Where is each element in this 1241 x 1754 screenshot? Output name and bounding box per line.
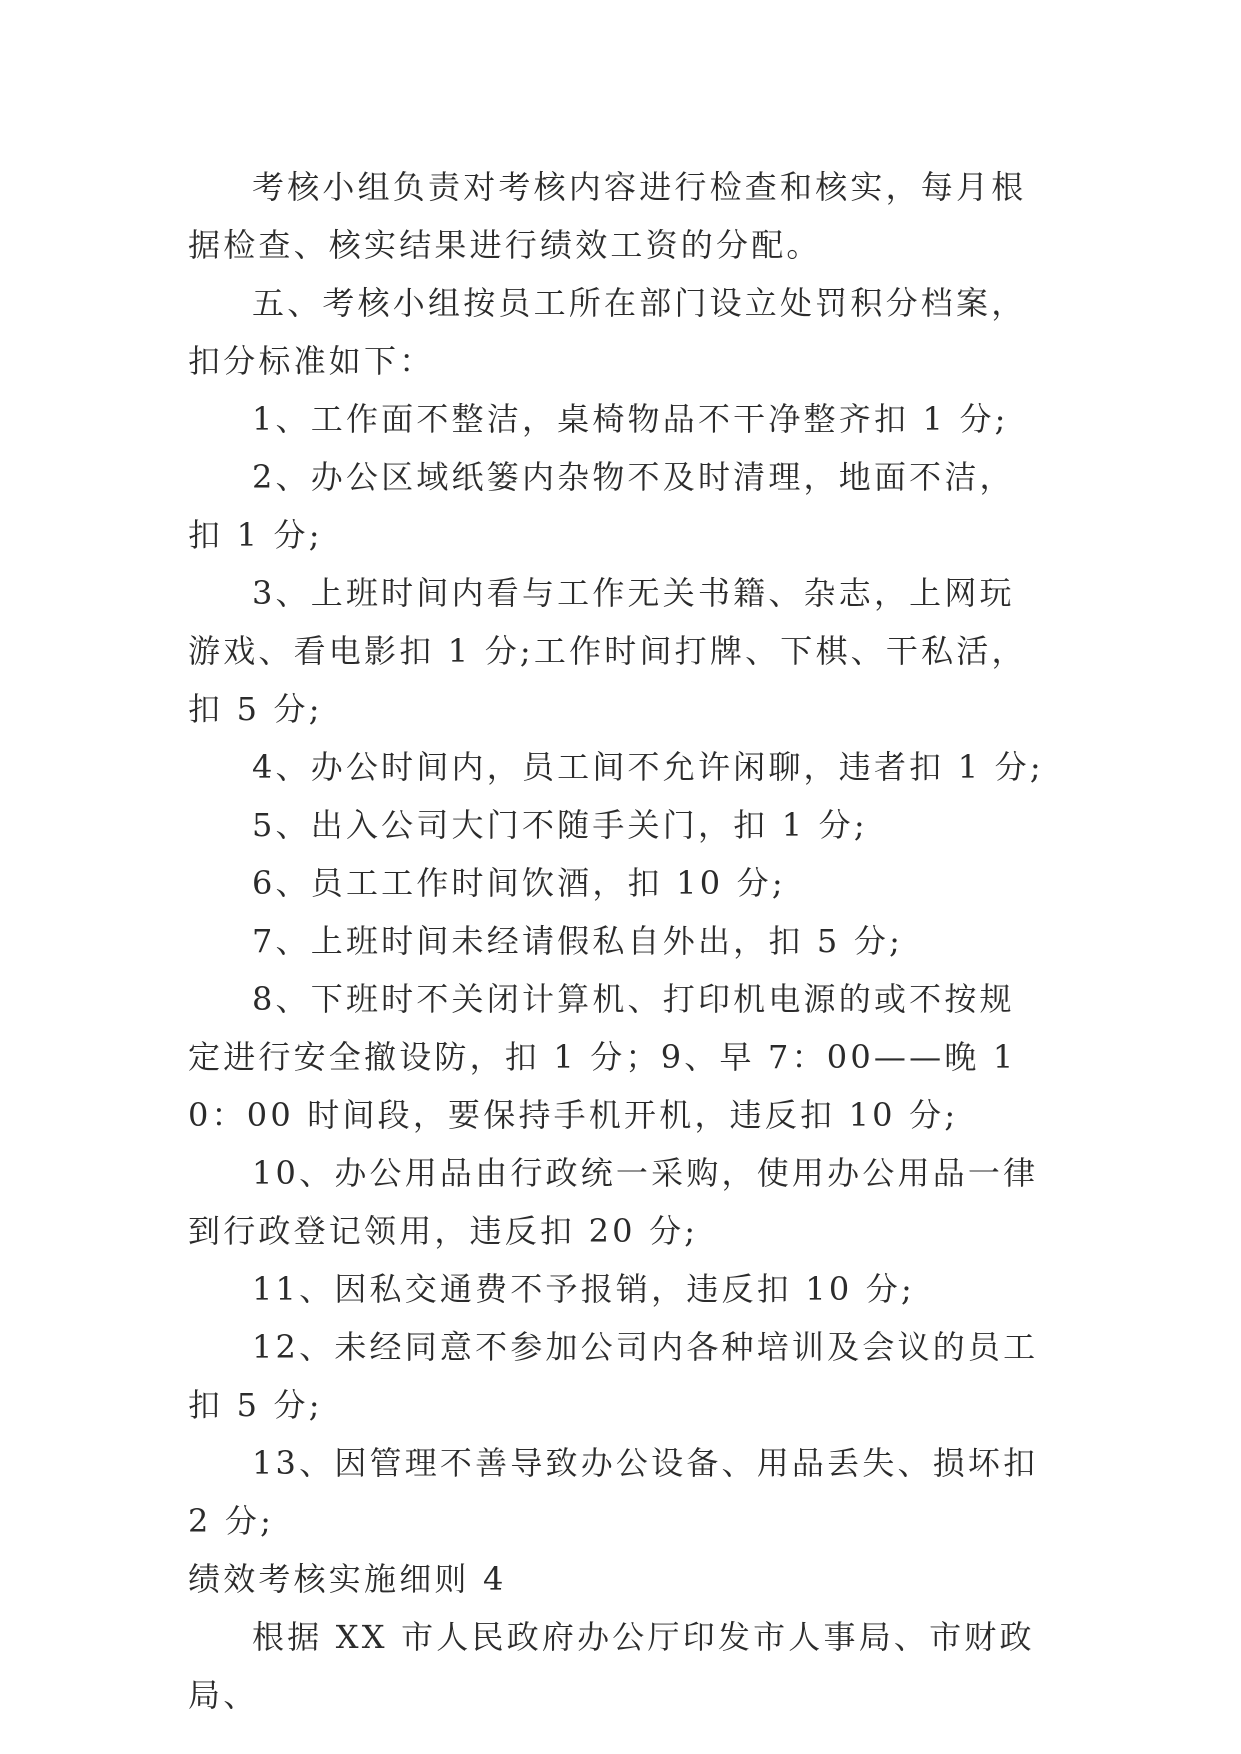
document-body bbox=[188, 158, 1048, 1724]
paragraph-section-five: 五、考核小组按员工所在部门设立处罚积分档案，扣分标准如下： bbox=[188, 284, 1027, 380]
paragraph-item-6: 6、员工工作时间饮酒，扣 10 分; bbox=[252, 864, 786, 902]
paragraph-item-3: 3、上班时间内看与工作无关书籍、杂志，上网玩游戏、看电影扣 1 分;工作时间打牌、下棋、干私活，扣 5 分; bbox=[188, 574, 1027, 728]
paragraph-next-section: 根据 XX 市人民政府办公厅印发市人事局、市财政局、 bbox=[188, 1618, 1035, 1714]
paragraph-item-1: 1、工作面不整洁，桌椅物品不干净整齐扣 1 分; bbox=[252, 400, 1009, 438]
paragraph-item-7: 7、上班时间未经请假私自外出，扣 5 分; bbox=[252, 922, 904, 960]
paragraph-item-10: 10、办公用品由行政统一采购，使用办公用品一律到行政登记领用，违反扣 20 分; bbox=[188, 1154, 1039, 1250]
paragraph-item-4: 4、办公时间内，员工间不允许闲聊，违者扣 1 分; bbox=[252, 748, 1044, 786]
paragraph-item-2: 2、办公区域纸篓内杂物不及时清理，地面不洁，扣 1 分; bbox=[188, 458, 1015, 554]
paragraph-item-11: 11、因私交通费不予报销，违反扣 10 分; bbox=[252, 1270, 915, 1308]
paragraph-item-13: 13、因管理不善导致办公设备、用品丢失、损坏扣 2 分; bbox=[188, 1444, 1039, 1540]
paragraph-item-5: 5、出入公司大门不随手关门，扣 1 分; bbox=[252, 806, 868, 844]
paragraph-item-8-9: 8、下班时不关闭计算机、打印机电源的或不按规定进行安全撤设防，扣 1 分；9、早 7：00——晚 10：00 时间段，要保持手机开机，违反扣 10 分; bbox=[188, 980, 1017, 1134]
section-heading: 绩效考核实施细则 4 bbox=[188, 1560, 507, 1598]
paragraph-item-12: 12、未经同意不参加公司内各种培训及会议的员工扣 5 分; bbox=[188, 1328, 1039, 1424]
paragraph-intro: 考核小组负责对考核内容进行检查和核实，每月根据检查、核实结果进行绩效工资的分配。 bbox=[188, 168, 1027, 264]
